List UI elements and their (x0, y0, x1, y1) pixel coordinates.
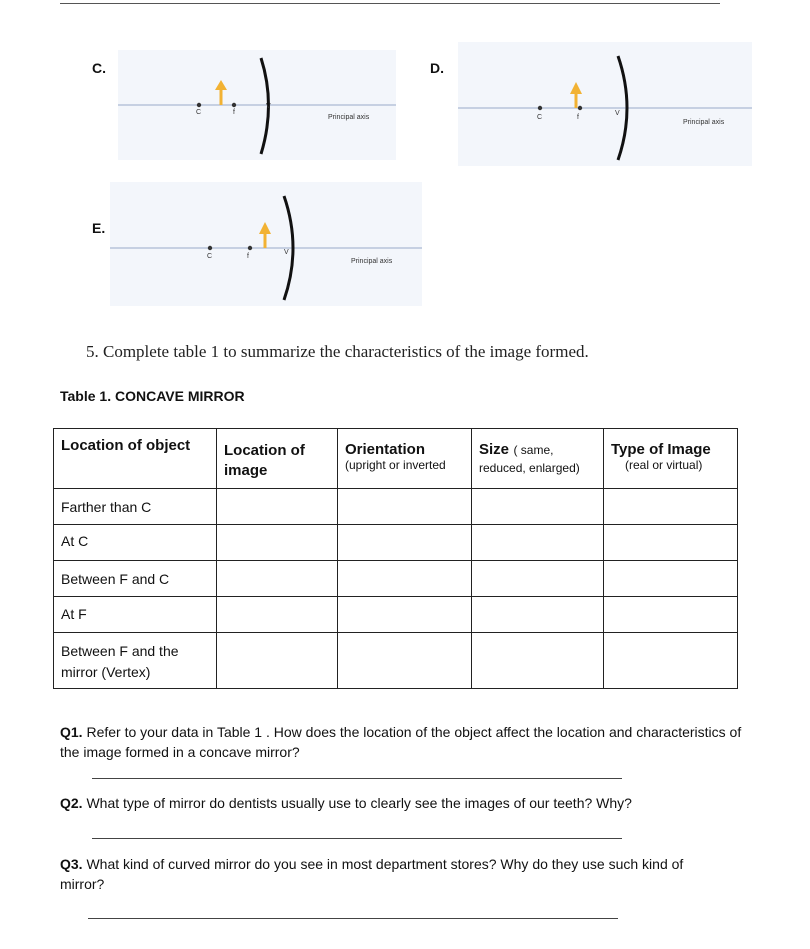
header-orientation (338, 429, 472, 489)
answer-cell[interactable] (217, 525, 338, 561)
header-label: Location of image (224, 442, 305, 479)
concave-mirror-table (53, 428, 738, 689)
answer-line-3[interactable] (88, 918, 618, 919)
c-label: C (537, 114, 543, 121)
table-title: Table 1. CONCAVE MIRROR (60, 388, 245, 404)
answer-cell[interactable] (472, 525, 604, 561)
row-label-cell (54, 597, 217, 633)
header-type (604, 429, 738, 489)
question-2 (60, 793, 760, 813)
header-size-text (479, 441, 603, 477)
answer-cell[interactable] (472, 597, 604, 633)
diagram-d-letter: D. (430, 60, 444, 76)
row-label: Between F and the mirror (Vertex) (61, 643, 179, 680)
question-number: Q2. (60, 795, 83, 811)
diagram-e-figure (110, 182, 422, 306)
diagram-c-figure (118, 50, 396, 160)
answer-cell[interactable] (338, 561, 472, 597)
answer-cell[interactable] (217, 633, 338, 689)
question-number: Q1. (60, 724, 83, 740)
center-point (197, 103, 201, 107)
answer-cell[interactable] (217, 489, 338, 525)
question-text: Refer to your data in Table 1 . How does the location of the object affect the location and characteristics of the image formed in a concave mirror? (60, 724, 742, 760)
table-header-row (54, 429, 738, 489)
principal-axis-label: Principal axis (351, 258, 393, 265)
question-number: Q3. (60, 856, 83, 872)
row-label-cell (54, 561, 217, 597)
answer-cell[interactable] (338, 597, 472, 633)
row-label: At C (61, 533, 89, 549)
c-label: C (207, 253, 213, 260)
diagram-e-letter: E. (92, 220, 106, 236)
c-label: C (196, 109, 202, 116)
table-row (54, 525, 738, 561)
object-arrow-head (259, 222, 271, 234)
answer-cell[interactable] (472, 633, 604, 689)
header-size (472, 429, 604, 489)
focal-point (248, 246, 252, 250)
header-label: Type of Image (611, 441, 711, 458)
v-label: V (284, 249, 289, 256)
header-label: Orientation (345, 441, 426, 458)
object-arrow-head (570, 82, 582, 94)
answer-cell[interactable] (338, 525, 472, 561)
row-label-cell (54, 633, 217, 689)
question-text: What kind of curved mirror do you see in most department stores? Why do they use such kind of mirror? (60, 856, 684, 892)
diagram-e (110, 182, 422, 306)
header-location-image (217, 429, 338, 489)
answer-cell[interactable] (604, 633, 738, 689)
focal-point (578, 106, 582, 110)
principal-axis-label: Principal axis (683, 119, 725, 126)
center-point (538, 106, 542, 110)
v-label: V (266, 103, 271, 110)
answer-line-1[interactable] (92, 778, 622, 779)
header-sublabel: (upright or inverted (345, 458, 446, 472)
table-row (54, 561, 738, 597)
diagram-d (458, 42, 752, 166)
principal-axis-label: Principal axis (328, 114, 370, 121)
header-sublabel: ( same, reduced, enlarged) (479, 443, 580, 475)
header-label: Size (479, 441, 510, 458)
header-sublabel: (real or virtual) (625, 458, 703, 472)
question-3 (60, 854, 720, 894)
row-label: Between F and C (61, 571, 170, 587)
diagram-d-figure (458, 42, 752, 166)
answer-cell[interactable] (472, 561, 604, 597)
v-label: V (615, 110, 620, 117)
table-row (54, 597, 738, 633)
f-label: f (233, 109, 235, 116)
answer-cell[interactable] (338, 633, 472, 689)
table-row (54, 633, 738, 689)
header-label: Location of object (61, 437, 191, 454)
answer-cell[interactable] (472, 489, 604, 525)
answer-cell[interactable] (604, 597, 738, 633)
answer-cell[interactable] (217, 561, 338, 597)
top-rule (60, 3, 720, 4)
instruction-text: 5. Complete table 1 to summarize the characteristics of the image formed. (86, 342, 589, 361)
answer-cell[interactable] (338, 489, 472, 525)
f-label: f (247, 253, 249, 260)
row-label: At F (61, 606, 87, 622)
row-label-cell (54, 489, 217, 525)
row-label-cell (54, 525, 217, 561)
diagram-c (118, 50, 396, 160)
answer-cell[interactable] (604, 489, 738, 525)
answer-cell[interactable] (604, 525, 738, 561)
object-arrow-head (215, 80, 227, 90)
row-label: Farther than C (61, 499, 152, 515)
question-text: What type of mirror do dentists usually use to clearly see the images of our teeth? Why? (86, 795, 632, 811)
center-point (208, 246, 212, 250)
focal-point (232, 103, 236, 107)
diagram-c-letter: C. (92, 60, 106, 76)
answer-line-2[interactable] (92, 838, 622, 839)
question-1 (60, 722, 760, 762)
answer-cell[interactable] (217, 597, 338, 633)
header-location-object (54, 429, 217, 489)
answer-cell[interactable] (604, 561, 738, 597)
table-row (54, 489, 738, 525)
f-label: f (577, 114, 579, 121)
